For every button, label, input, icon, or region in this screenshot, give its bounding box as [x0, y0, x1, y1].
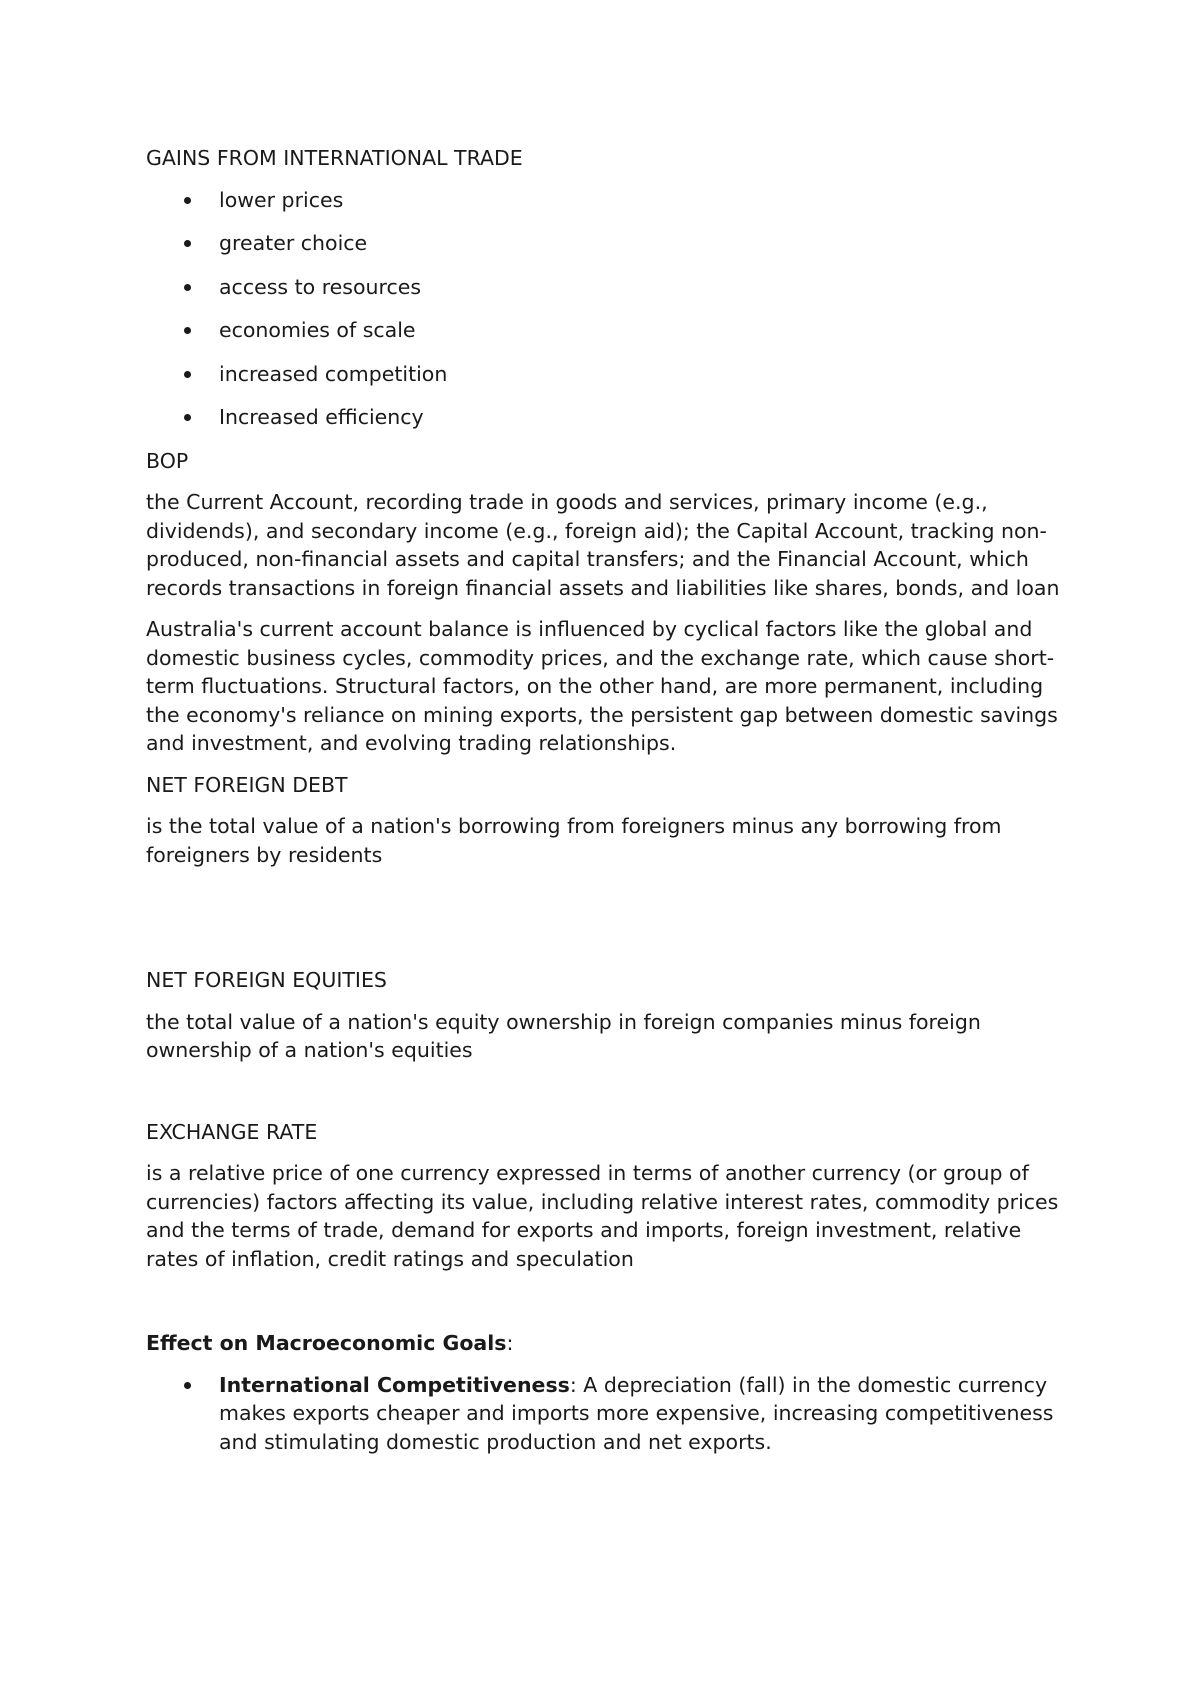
bop-heading: BOP: [146, 448, 189, 473]
bop-paragraph-australia: Australia's current account balance is influenced by cyclical factors like the global and domestic business cycles, commodity prices, and the exchange rate, which cause short-term fluctuations. Structural factors, on the other hand, are more permanent, including the economy's reliance on mining exports, the persistent gap between domestic savings and investment, and evolving trading relationships.: [146, 617, 1058, 755]
macro-goals-heading: [146, 1329, 1066, 1358]
exchange-rate-heading: EXCHANGE RATE: [146, 1119, 318, 1144]
exchange-rate-paragraph: is a relative price of one currency expressed in terms of another currency (or group of currencies) factors affecting its value, including relative interest rates, commodity prices and the terms of trade, demand for exports and imports, foreign investment, relative rates of inflation, credit ratings and speculation: [146, 1161, 1059, 1271]
list-item: [146, 360, 1066, 389]
macro-goals-heading-text: Effect on Macroeconomic Goals: [146, 1331, 507, 1355]
net-foreign-equities-heading: NET FOREIGN EQUITIES: [146, 968, 387, 992]
list-item: [146, 316, 1066, 345]
net-foreign-debt-heading: NET FOREIGN DEBT: [146, 772, 348, 797]
blank-lines: [146, 882, 1066, 966]
macro-goals-list: [146, 1371, 1066, 1457]
gains-list: [146, 186, 1066, 432]
list-item-text: lower prices: [219, 187, 344, 212]
bullet-icon: [184, 371, 191, 378]
list-item: [146, 186, 1066, 215]
blank-line: [146, 1286, 1066, 1329]
list-item-text: access to resources: [219, 274, 422, 299]
list-item: [146, 229, 1066, 258]
bop-paragraph-accounts: the Current Account, recording trade in goods and services, primary income (e.g., dividends), and secondary income (e.g., foreign aid); the Capital Account, tracking non-produced, non-financial assets and capital transfers; and the Financial Account, which records transactions in foreign financial assets and liabilities like shares, bonds, and loan: [146, 490, 1060, 600]
bullet-icon: [184, 240, 191, 247]
net-foreign-equities-paragraph: the total value of a nation's equity ownership in foreign companies minus foreign ownership of a nation's equities: [146, 1009, 981, 1062]
bullet-icon: [184, 1382, 191, 1389]
list-item-text: A depreciation (fall) in the domestic currency makes exports cheaper and imports more expensive, increasing competitiveness and stimulating domestic production and net exports.: [219, 1372, 1054, 1454]
document-page: [146, 144, 1066, 1471]
list-item: [146, 273, 1066, 302]
blank-line: [146, 1078, 1066, 1118]
bullet-icon: [184, 197, 191, 204]
bullet-icon: [184, 284, 191, 291]
bullet-icon: [184, 414, 191, 421]
macro-goals-heading-colon: :: [506, 1331, 514, 1355]
gains-heading: GAINS FROM INTERNATIONAL TRADE: [146, 146, 523, 170]
list-item-text: economies of scale: [219, 318, 416, 342]
list-item: [146, 403, 1066, 432]
net-foreign-debt-paragraph: is the total value of a nation's borrowing from foreigners minus any borrowing from foreigners by residents: [146, 814, 1002, 867]
list-item-text: Increased efficiency: [219, 405, 424, 429]
list-item-text: greater choice: [219, 231, 368, 255]
list-item-separator: :: [569, 1372, 577, 1397]
list-item-term: International Competitiveness: [219, 1372, 570, 1397]
bullet-icon: [184, 327, 191, 334]
list-item: [146, 1371, 1066, 1457]
list-item-text: increased competition: [219, 361, 448, 386]
